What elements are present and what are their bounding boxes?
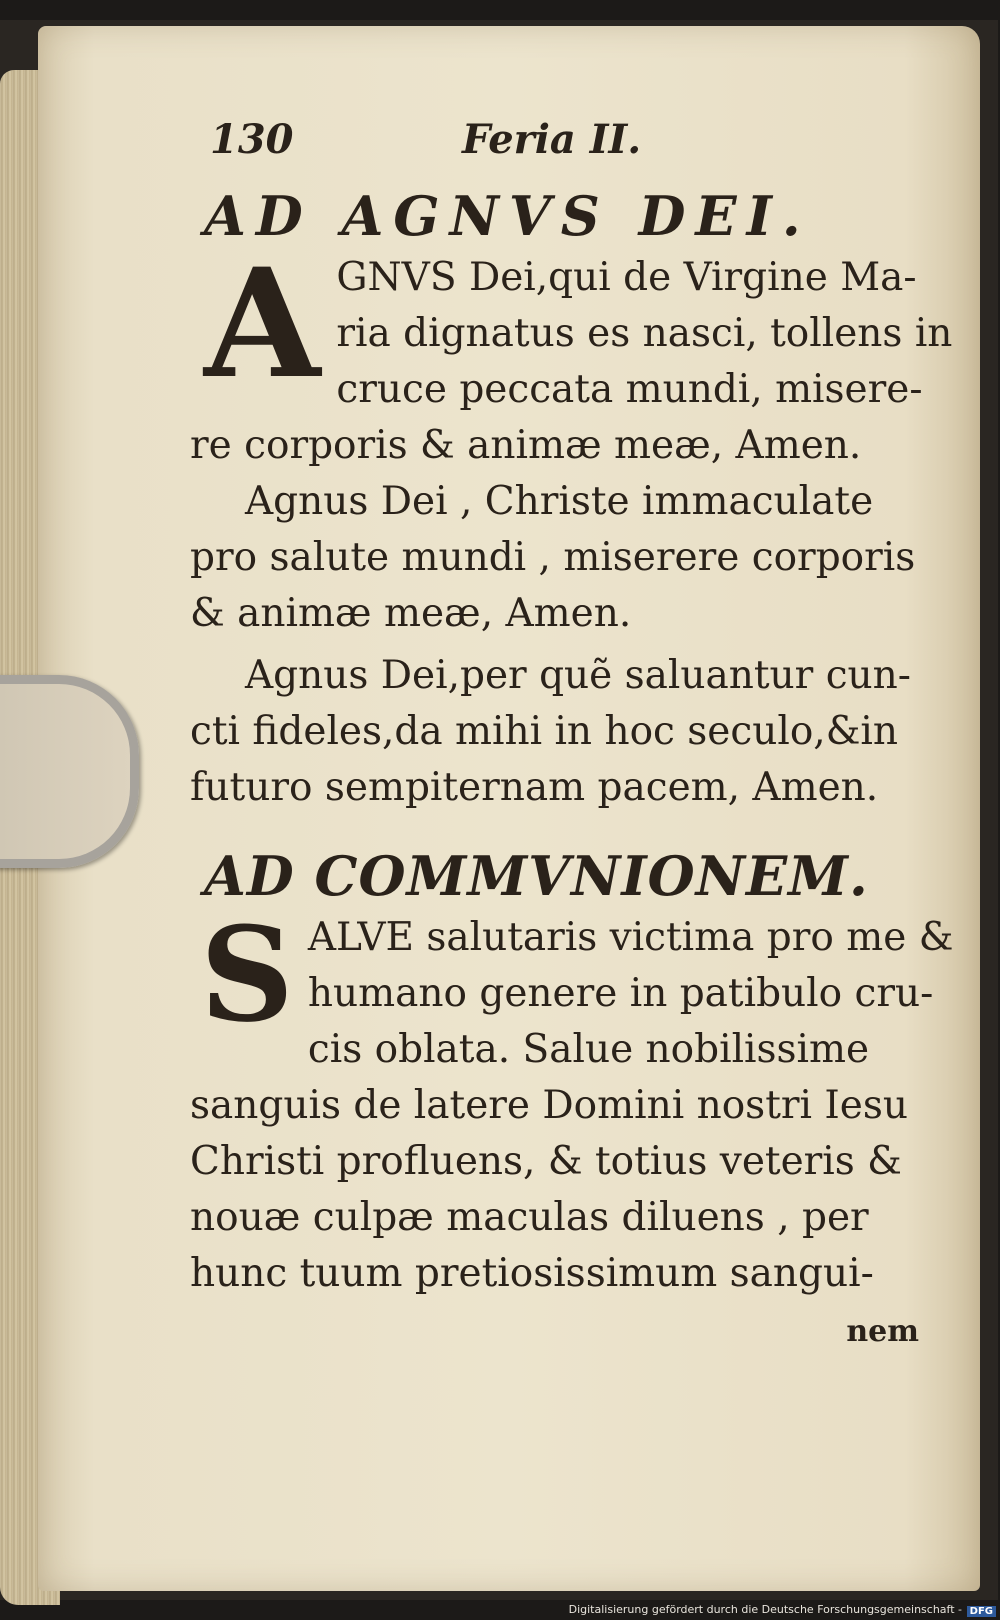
text-line: futuro sempiternam pacem, Amen.	[190, 765, 879, 810]
paragraph-3	[190, 648, 925, 816]
page-number: 130	[210, 116, 294, 163]
text-line: cti fideles,da mihi in hoc seculo,&in	[190, 709, 898, 754]
text-line: sanguis de latere Domini nostri Iesu	[190, 1083, 908, 1128]
text-line: Agnus Dei,per quẽ saluantur cun-	[245, 653, 911, 698]
text-line: ria dignatus es nasci, tollens in	[336, 311, 953, 356]
page-text	[190, 116, 954, 1360]
running-title: Feria II.	[462, 116, 642, 163]
text-line: cruce peccata mundi, misere-	[336, 367, 923, 412]
text-line: Agnus Dei , Christe immaculate	[245, 479, 874, 524]
paragraph-1	[190, 236, 953, 474]
running-head	[190, 116, 925, 168]
section-agnus-dei	[190, 236, 953, 816]
text-line: Christi profluens, & totius veteris &	[190, 1139, 902, 1184]
catchword: nem	[846, 1314, 919, 1349]
paragraph-2	[190, 474, 925, 642]
text-line: GNVS Dei,qui de Virgine Ma-	[336, 255, 917, 300]
text-line: cis oblata. Salue nobilissime	[307, 1027, 870, 1072]
text-line: humano genere in patibulo cru-	[307, 971, 934, 1016]
section-ad-communionem	[190, 898, 954, 1360]
drop-cap-a: A	[204, 236, 321, 412]
book	[0, 20, 998, 1600]
digitization-credit: Digitalisierung gefördert durch die Deutsche Forschungsgemeinschaft -	[568, 1603, 962, 1616]
heading-agnus-dei: AD AGNVS DEI.	[204, 184, 811, 248]
dfg-logo: DFG	[967, 1606, 996, 1617]
text-line: & animæ meæ, Amen.	[190, 591, 632, 636]
paragraph-1	[190, 898, 954, 1302]
text-line: hunc tuum pretiosissimum sangui-	[190, 1251, 874, 1296]
text-line: re corporis & animæ meæ, Amen.	[190, 423, 862, 468]
heading-ad-communionem: AD COMMVNIONEM.	[204, 844, 869, 908]
text-line: nouæ culpæ maculas diluens , per	[190, 1195, 869, 1240]
page-clip	[0, 675, 139, 868]
drop-cap-s: S	[200, 898, 294, 1051]
text-line: ALVE salutaris victima pro me &	[307, 915, 954, 960]
text-line: pro salute mundi , miserere corporis	[190, 535, 916, 580]
